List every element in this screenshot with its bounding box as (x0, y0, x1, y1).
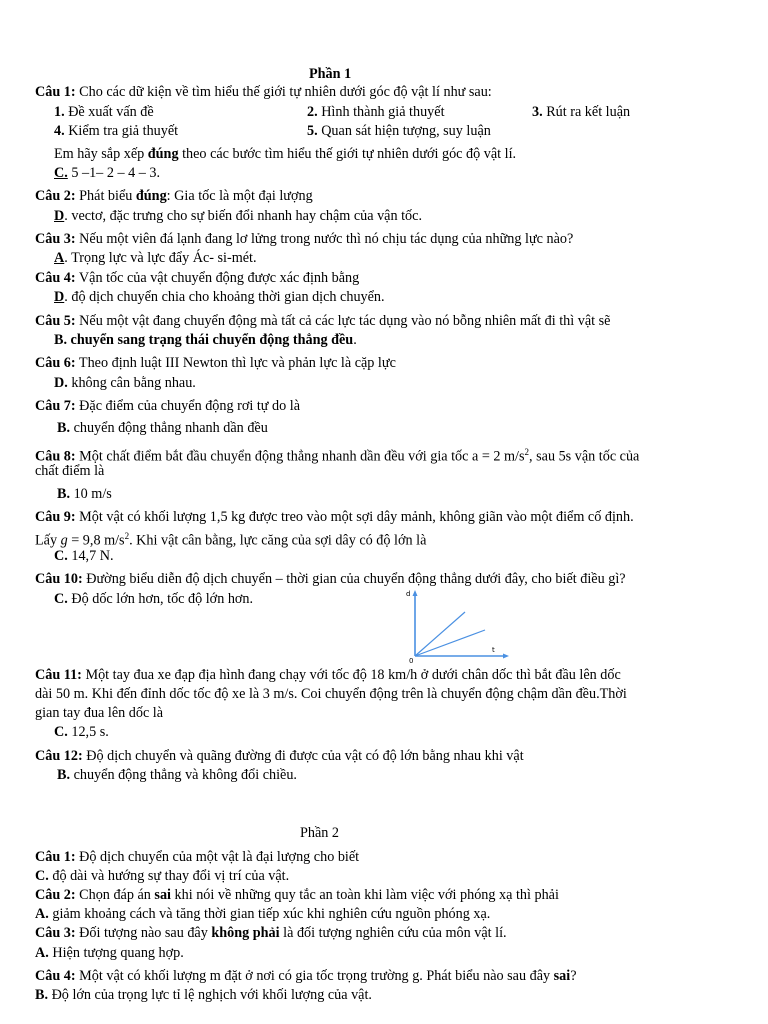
option-number: 2. (307, 104, 318, 120)
option-1 (54, 104, 154, 121)
line-shallow (415, 630, 485, 656)
option-number: 4. (54, 123, 65, 139)
question-3: Câu 3: Đối tượng nào sau đây không phải là đối tượng nghiên cứu của môn vật lí. (35, 925, 507, 941)
answer: B. 10 m/s (57, 486, 112, 502)
x-axis-arrow (503, 654, 509, 659)
answer-text: 5 –1– 2 – 4 – 3. (67, 165, 161, 181)
answer: C. Độ dốc lớn hơn, tốc độ lớn hơn. (54, 591, 254, 607)
option-text: Kiểm tra giả thuyết (64, 123, 179, 139)
option-text: Rút ra kết luận (542, 104, 631, 120)
answer: B. Độ lớn của trọng lực tỉ lệ nghịch với khối lượng của vật. (35, 987, 372, 1003)
question-4: Câu 4: Vận tốc của vật chuyển động được xác định bằng (35, 270, 360, 286)
question-text-continued: Lấy g = 9,8 $m/s^2$. Khi vật cân bằng, lực căng của sợi dây có độ lớn là (35, 531, 427, 549)
question-9: Câu 9: Một vật có khối lượng 1,5 kg được treo vào một sợi dây mảnh, không giãn vào một điểm cố định. (35, 509, 634, 525)
question-text-continued: dài 50 m. Khi đến đỉnh dốc tốc độ xe là 3 m/s. Coi chuyển động trên là chuyển động chậm dần đều.Thời (35, 686, 627, 702)
option-text: Đề xuất vấn đề (64, 104, 154, 120)
answer: B. chuyển sang trạng thái chuyển động thẳng đều. (54, 332, 357, 348)
question-text: Cho các dữ kiện về tìm hiểu thế giới tự nhiên dưới góc độ vật lí như sau: (75, 84, 492, 100)
question-3: Câu 3: Nếu một viên đá lạnh đang lơ lửng trong nước thì nó chịu tác dụng của những lực nào? (35, 231, 574, 247)
answer: A. Hiện tượng quang hợp. (35, 945, 184, 961)
question-12: Câu 12: Độ dịch chuyển và quãng đường đi được của vật có độ lớn bằng nhau khi vật (35, 748, 524, 764)
answer: D. vectơ, đặc trưng cho sự biến đổi nhanh hay chậm của vận tốc. (54, 208, 422, 224)
question-8: Câu 8: Một chất điểm bắt đầu chuyển động thẳng nhanh dần đều với gia tốc a = 2 $m/s^2$, sau 5s vận tốc của (35, 447, 640, 465)
option-4 (54, 123, 178, 140)
option-text: Hình thành giả thuyết (317, 104, 445, 120)
part2-title: Phần 2 (300, 825, 340, 841)
answer-letter: C. (54, 165, 68, 181)
question-7: Câu 7: Đặc điểm của chuyển động rơi tự do là (35, 398, 300, 414)
answer: A. Trọng lực và lực đẩy Ác- si-mét. (54, 250, 257, 266)
question-prompt: Em hãy sắp xếp đúng theo các bước tìm hiểu thế giới tự nhiên dưới góc độ vật lí. (54, 146, 517, 162)
question-text-continued: gian tay đua lên dốc là (35, 705, 164, 721)
answer: C. độ dài và hướng sự thay đổi vị trí của vật. (35, 868, 290, 884)
answer (54, 165, 160, 182)
answer: B. chuyển động thẳng và không đổi chiều. (57, 767, 297, 783)
option-3 (532, 104, 630, 121)
option-number: 1. (54, 104, 65, 120)
question-11: Câu 11: Một tay đua xe đạp địa hình đang chạy với tốc độ 18 km/h ở dưới chân dốc thì bắt đầu lên dốc (35, 667, 621, 683)
answer: D. không cân bằng nhau. (54, 375, 196, 391)
x-axis-label: t (492, 646, 495, 654)
option-2 (307, 104, 445, 121)
question-2: Câu 2: Chọn đáp án sai khi nói về những quy tắc an toàn khi làm việc với phóng xạ thì phải (35, 887, 559, 903)
option-number: 5. (307, 123, 318, 139)
answer: B. chuyển động thẳng nhanh dần đều (57, 420, 268, 436)
option-5 (307, 123, 491, 140)
displacement-time-graph (403, 588, 513, 664)
part1-title: Phần 1 (309, 66, 352, 82)
answer: A. giảm khoảng cách và tăng thời gian tiếp xúc khi nghiên cứu nguồn phóng xạ. (35, 906, 491, 922)
answer: D. độ dịch chuyển chia cho khoảng thời gian dịch chuyển. (54, 289, 385, 305)
y-axis-arrow (413, 590, 418, 596)
option-number: 3. (532, 104, 543, 120)
origin-label: 0 (409, 657, 414, 664)
answer: C. 12,5 s. (54, 724, 109, 740)
question-1: Câu 1: Độ dịch chuyển của một vật là đại lượng cho biết (35, 849, 360, 865)
question-10: Câu 10: Đường biểu diễn độ dịch chuyển – thời gian của chuyển động thẳng dưới đây, cho biết điều gì? (35, 571, 626, 587)
option-text: Quan sát hiện tượng, suy luận (317, 123, 491, 139)
question-4: Câu 4: Một vật có khối lượng m đặt ở nơi có gia tốc trọng trường g. Phát biểu nào sau đây sai? (35, 968, 577, 984)
question-label: Câu 1: (35, 84, 76, 100)
question-text-continued: chất điểm là (35, 463, 105, 479)
answer: C. 14,7 N. (54, 548, 114, 564)
question-2: Câu 2: Phát biểu đúng: Gia tốc là một đại lượng (35, 188, 313, 204)
y-axis-label: d (406, 590, 411, 598)
question-6: Câu 6: Theo định luật III Newton thì lực và phản lực là cặp lực (35, 355, 396, 371)
question-1 (35, 84, 492, 101)
line-steep (415, 612, 465, 656)
question-5: Câu 5: Nếu một vật đang chuyển động mà tất cả các lực tác dụng vào nó bỗng nhiên mất đi thì vật sẽ (35, 313, 611, 329)
